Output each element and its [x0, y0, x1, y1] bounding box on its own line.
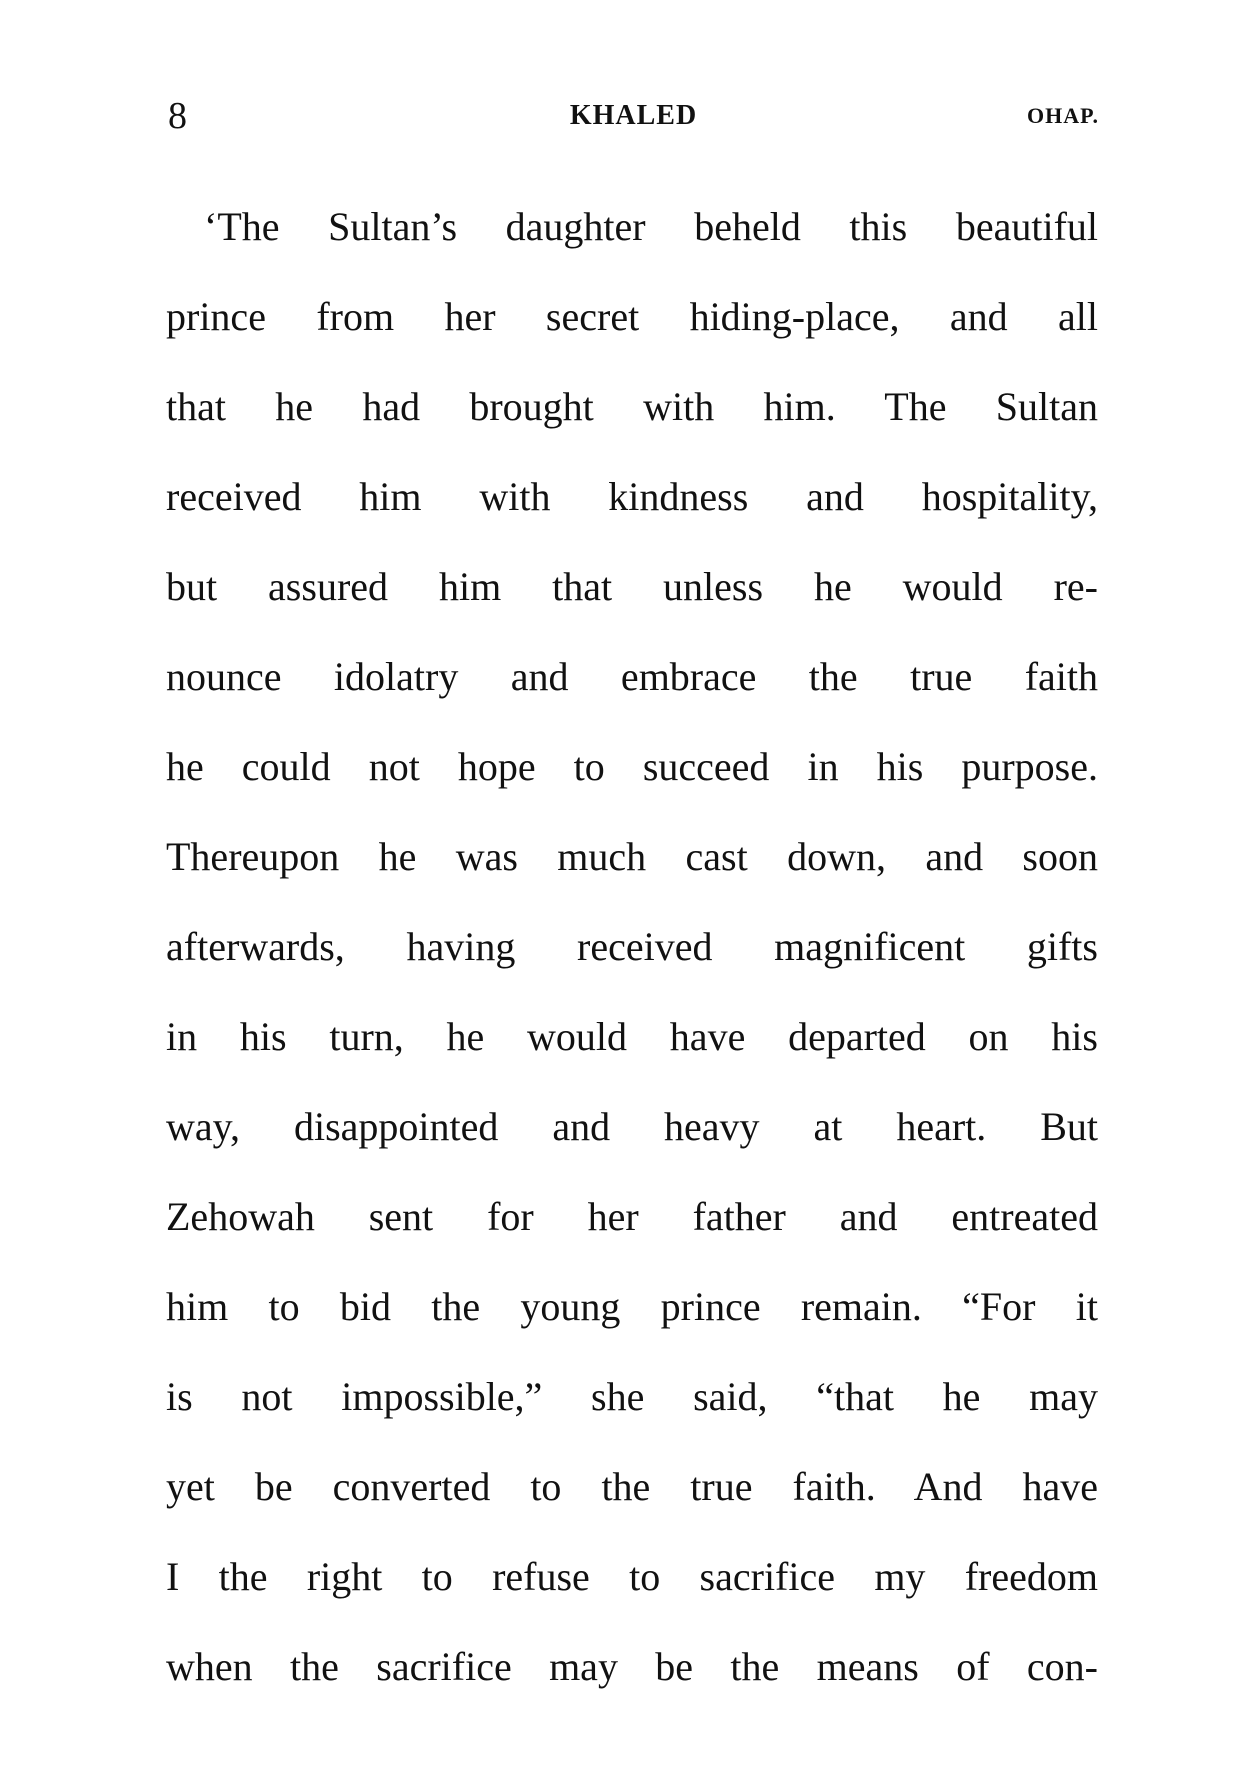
text-line: in his turn, he would have departed on his — [166, 1014, 1098, 1059]
text-line: yet be converted to the true faith. And have — [166, 1464, 1098, 1509]
text-line: him to bid the young prince remain. “For it — [166, 1284, 1098, 1329]
text-line: Zehowah sent for her father and entreated — [166, 1194, 1098, 1239]
text-line: nounce idolatry and embrace the true faith — [166, 654, 1098, 699]
body-paragraph — [166, 182, 1098, 1712]
text-line: that he had brought with him. The Sultan — [166, 384, 1098, 429]
chapter-label: OHAP. — [1026, 103, 1099, 128]
text-line: way, disappointed and heavy at heart. But — [166, 1104, 1098, 1149]
text-line: I the right to refuse to sacrifice my freedom — [166, 1554, 1098, 1599]
text-line: prince from her secret hiding-place, and all — [166, 294, 1098, 339]
text-line: is not impossible,” she said, “that he may — [166, 1374, 1098, 1419]
running-title: KHALED — [569, 100, 698, 131]
text-line: ‘The Sultan’s daughter beheld this beautiful — [204, 204, 1098, 249]
text-line: received him with kindness and hospitality, — [166, 474, 1098, 519]
text-line: but assured him that unless he would re- — [166, 564, 1098, 609]
page-number: 8 — [168, 95, 187, 137]
text-line: Thereupon he was much cast down, and soon — [166, 834, 1098, 879]
text-line: he could not hope to succeed in his purpose. — [166, 744, 1098, 789]
text-line: when the sacrifice may be the means of con- — [166, 1644, 1098, 1689]
page-header — [168, 92, 1099, 140]
text-line: afterwards, having received magnificent gifts — [166, 924, 1098, 969]
